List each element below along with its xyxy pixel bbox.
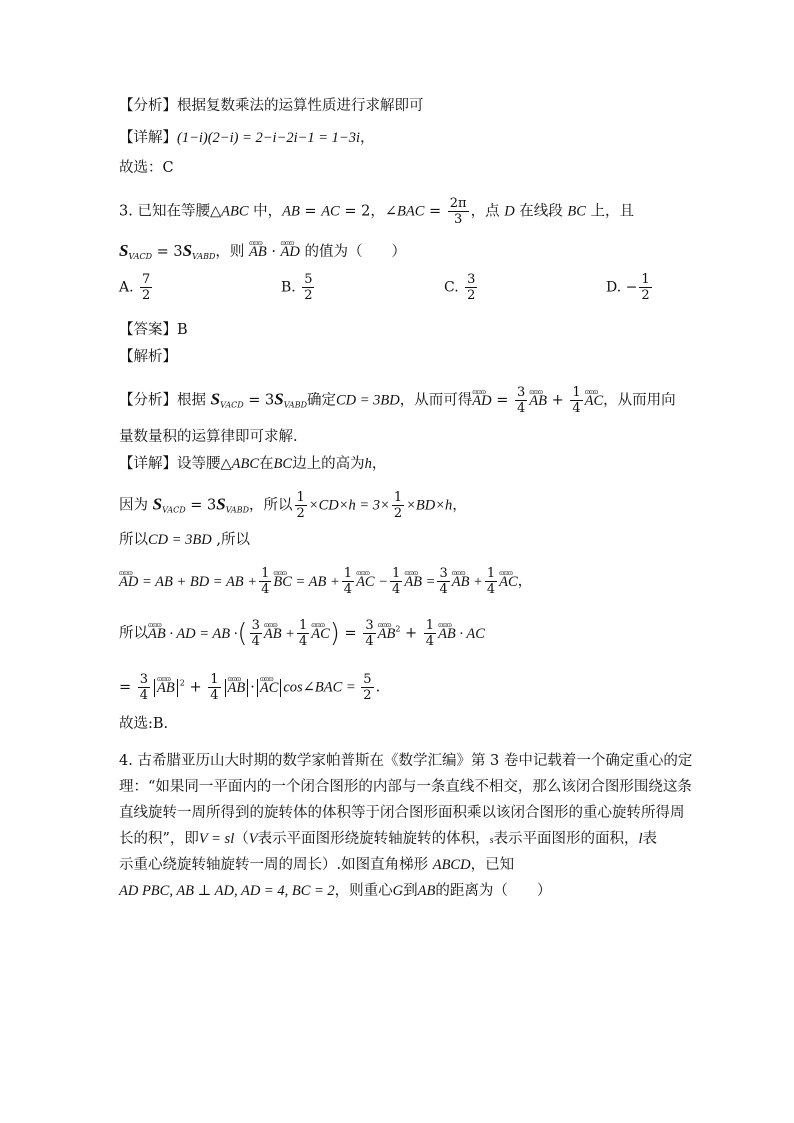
q4-text-3: 直线旋转一周所得到的旋转体的体积等于闭合图形面积乘以该闭合图形的重心旋转所得周 bbox=[119, 805, 685, 821]
fraction-1-2 bbox=[295, 490, 307, 521]
v: V bbox=[248, 831, 258, 847]
frac-num: 1 bbox=[343, 566, 353, 581]
q4-conditions: AD PBC, AB ⊥ AD, AD = 4, BC = 2 bbox=[119, 883, 335, 899]
area-s2: S bbox=[274, 389, 284, 409]
dot: · bbox=[250, 679, 255, 696]
q3-text-l: 在线段 bbox=[514, 203, 568, 220]
frac-den: 4 bbox=[298, 634, 308, 649]
triangle-abc: △ABC bbox=[220, 456, 260, 472]
area-s2: S bbox=[182, 241, 193, 260]
frac-den: 2 bbox=[393, 506, 403, 521]
frac-num: 7 bbox=[142, 272, 151, 287]
fraction-1-4 bbox=[259, 566, 271, 597]
abs-bar bbox=[154, 679, 155, 697]
fraction-1-2 bbox=[392, 490, 404, 521]
question-4-line-3 bbox=[119, 802, 685, 824]
s: s bbox=[489, 835, 494, 846]
comma: ， bbox=[452, 497, 467, 514]
frac-num: 1 bbox=[210, 672, 219, 687]
frac-num: 3 bbox=[467, 272, 476, 287]
eq: = bbox=[491, 392, 513, 409]
comma: ， bbox=[371, 456, 387, 472]
area-s: S bbox=[210, 389, 221, 409]
choice-c[interactable] bbox=[444, 272, 479, 303]
fx-text-b: 确定 bbox=[307, 392, 336, 409]
detail-line-3 bbox=[119, 490, 467, 522]
fx-text-c: ，从而可得 bbox=[399, 392, 473, 409]
eq2-part-c: ɷɷɷ AB + bbox=[264, 623, 295, 645]
vector-ab: ɷɷɷ AB bbox=[378, 623, 396, 645]
xj-text-a: 【详解】设等腰 bbox=[119, 456, 221, 472]
abcd: ABCD bbox=[432, 857, 471, 873]
l: l bbox=[638, 831, 643, 847]
cd-eq-3bd: CD = 3BD bbox=[148, 532, 212, 548]
frac-den: 2 bbox=[467, 288, 476, 303]
frac-num: 1 bbox=[425, 618, 435, 633]
minus-sign: − bbox=[625, 279, 638, 296]
q3-ac: AC bbox=[321, 203, 340, 220]
choose-text: 故选：C bbox=[119, 160, 174, 176]
frac-den: 4 bbox=[139, 688, 149, 703]
abs-bar bbox=[280, 679, 281, 697]
q3-d: D bbox=[504, 203, 515, 220]
frac-num: 5 bbox=[304, 272, 313, 287]
frac-den: 4 bbox=[251, 634, 260, 649]
fx-text-d: ，从而用向 bbox=[603, 392, 676, 409]
frac-num: 1 bbox=[486, 566, 496, 581]
question-4-line-5 bbox=[119, 854, 514, 876]
question-3-line-2 bbox=[119, 240, 406, 268]
q3-abc: ABC bbox=[221, 203, 249, 220]
plus: + bbox=[184, 679, 207, 696]
fraction-1-4 bbox=[297, 618, 309, 649]
q3-text-j: ，点 bbox=[470, 203, 505, 220]
xj-text-c: 边上的高为 bbox=[292, 456, 365, 472]
dot: · bbox=[266, 244, 281, 260]
analysis-header-text: 【解析】 bbox=[119, 349, 177, 365]
q4-text-4a: 长的积”，即 bbox=[119, 831, 199, 847]
fraction-5-2 bbox=[361, 672, 373, 703]
h: h bbox=[364, 456, 372, 472]
yw-math-c: ×CD×h = 3× bbox=[308, 497, 390, 514]
fraction-3-4 bbox=[437, 566, 449, 597]
frac-num: 2π bbox=[449, 196, 467, 211]
choice-letter: C. bbox=[444, 279, 459, 296]
frac-den: 4 bbox=[343, 582, 353, 597]
q3-text-n: 上，且 bbox=[585, 203, 635, 220]
question-4-line-6 bbox=[119, 880, 551, 902]
square: 2 bbox=[395, 624, 401, 634]
frac-num: 1 bbox=[641, 272, 650, 287]
area-sub-abd: VABD bbox=[225, 505, 249, 515]
eq1-part-b: ɷɷɷ BC = AB + bbox=[273, 571, 339, 593]
fraction-3-4 bbox=[138, 672, 150, 703]
fraction-3-4 bbox=[363, 618, 375, 649]
frac-num: 3 bbox=[516, 385, 526, 400]
frac-num: 3 bbox=[439, 566, 448, 581]
analysis-line-2 bbox=[119, 385, 676, 417]
abs-bar bbox=[257, 679, 258, 697]
frac-den: 2 bbox=[641, 288, 650, 303]
value-text: 的值为（ ） bbox=[299, 244, 406, 260]
area-s: S bbox=[152, 494, 163, 514]
fx-text-a: 【分析】根据 bbox=[119, 392, 211, 409]
eq-3: = 3 bbox=[152, 244, 183, 260]
frac-den: 4 bbox=[572, 401, 581, 416]
area-sub-abd: VABD bbox=[283, 400, 307, 410]
vector-ad: ɷɷɷ AD bbox=[281, 241, 300, 263]
question-4-line-2 bbox=[119, 776, 692, 798]
frac-num: 3 bbox=[251, 618, 260, 633]
q4-text-1: 4. 古希腊亚历山大时期的数学家帕普斯在《数学汇编》第 3 卷中记载着一个确定重心的定 bbox=[119, 753, 693, 769]
fraction-1-4 bbox=[208, 672, 220, 703]
choice-a[interactable] bbox=[119, 272, 154, 303]
abs-bar bbox=[247, 679, 248, 697]
q3-angle: = 2，∠ bbox=[339, 203, 397, 220]
left-paren: ( bbox=[237, 618, 248, 649]
period: . bbox=[375, 679, 381, 696]
question-3-line-1 bbox=[119, 196, 634, 227]
fraction-1-4 bbox=[424, 618, 436, 649]
yw-text-b: ，所以 bbox=[249, 497, 293, 514]
plus: + bbox=[546, 392, 569, 409]
area-sub-acd: VACD bbox=[220, 400, 244, 410]
frac-den: 2 bbox=[142, 288, 151, 303]
then-text: ，则 bbox=[215, 244, 249, 260]
fraction-1-4 bbox=[485, 566, 497, 597]
frac-den: 4 bbox=[261, 582, 270, 597]
eq1-part-d: ɷɷɷ AB = bbox=[404, 571, 435, 593]
area-s: S bbox=[119, 241, 129, 260]
analysis-line-3 bbox=[119, 426, 298, 448]
choice-letter: D. bbox=[606, 279, 622, 296]
q3-eq: = bbox=[299, 203, 322, 220]
frac-num: 1 bbox=[572, 385, 581, 400]
area-s2: S bbox=[216, 494, 226, 514]
area-sub-abd: VABD bbox=[192, 252, 216, 261]
frac-num: 3 bbox=[139, 672, 149, 687]
q3-eq2: = bbox=[424, 203, 446, 220]
answer-text: 【答案】B bbox=[119, 322, 188, 338]
eq: = bbox=[339, 625, 362, 642]
frac-num: 1 bbox=[298, 618, 308, 633]
frac-num: 5 bbox=[363, 672, 372, 687]
eq-3: = 3 bbox=[243, 392, 275, 409]
fraction-1-4 bbox=[390, 566, 402, 597]
frac-den: 3 bbox=[454, 212, 463, 227]
choice-letter: B. bbox=[281, 279, 296, 296]
q3-ab: AB bbox=[282, 203, 300, 220]
equation-line-2 bbox=[119, 618, 485, 649]
paren: （ bbox=[234, 831, 249, 847]
frac-num: 1 bbox=[261, 566, 270, 581]
analysis-line-1 bbox=[119, 95, 424, 117]
choice-letter: A. bbox=[119, 279, 134, 296]
detail-line-1 bbox=[119, 127, 375, 149]
frac-den: 4 bbox=[486, 582, 496, 597]
vector-ad: ɷɷɷ AD bbox=[472, 390, 491, 412]
q3-bac: BAC bbox=[396, 203, 425, 220]
comma: ， bbox=[517, 573, 533, 590]
fx2-text: 量数量积的运算律即可求解. bbox=[119, 429, 298, 445]
vector-ab: ɷɷɷ AB bbox=[529, 390, 547, 412]
choice-fraction bbox=[639, 272, 651, 303]
q4-text-4e: 表示平面图形绕旋转轴旋转的体积， bbox=[257, 831, 490, 847]
square: 2 bbox=[179, 678, 185, 688]
complex-equation: (1−i)(2−i) = 2−i−2i−1 = 1−3i bbox=[177, 130, 360, 146]
fraction-3-4 bbox=[250, 618, 262, 649]
bc: BC bbox=[273, 456, 293, 472]
frac-den: 4 bbox=[425, 634, 435, 649]
choice-b[interactable] bbox=[281, 272, 316, 303]
eq-3: = 3 bbox=[185, 497, 217, 514]
choice-fraction bbox=[140, 272, 152, 303]
choice-fraction bbox=[302, 272, 314, 303]
abs-bar bbox=[177, 679, 178, 697]
equation-line-3 bbox=[119, 672, 380, 703]
question-4-line-1 bbox=[119, 750, 692, 772]
frac-den: 4 bbox=[516, 401, 526, 416]
xj-text-b: 在 bbox=[259, 456, 274, 472]
analysis-text: 【分析】根据复数乘法的运算性质进行求解即可 bbox=[119, 98, 424, 114]
plus: + bbox=[400, 625, 422, 642]
fraction-1-4 bbox=[342, 566, 354, 597]
frac-num: 1 bbox=[393, 490, 403, 505]
choose-line-1 bbox=[119, 157, 174, 179]
q4-text-6f: 的距离为（ ） bbox=[435, 883, 552, 899]
frac-den: 2 bbox=[363, 688, 372, 703]
choose-line-2 bbox=[119, 713, 168, 735]
frac-num: 1 bbox=[296, 490, 305, 505]
right-paren: ) bbox=[329, 618, 340, 649]
frac-den: 4 bbox=[365, 634, 374, 649]
q3-text-c: 中， bbox=[248, 203, 283, 220]
area-sub-acd: VACD bbox=[162, 505, 186, 515]
frac-num: 1 bbox=[392, 566, 401, 581]
frac-den: 2 bbox=[304, 288, 313, 303]
q4-text-6d: 到 bbox=[403, 883, 418, 899]
eq3-text-a: = bbox=[119, 679, 136, 696]
eq2-text-a: 所以 bbox=[119, 625, 148, 642]
choice-d[interactable] bbox=[606, 272, 654, 303]
yw-math-d: ×BD×h bbox=[406, 497, 453, 514]
comma: ， bbox=[360, 130, 375, 146]
frac-den: 4 bbox=[392, 582, 401, 597]
q3-text-a: 3. 已知在等腰△ bbox=[119, 203, 222, 220]
detail-label: 【详解】 bbox=[119, 130, 177, 146]
vector-ab: ɷɷɷ AB bbox=[249, 241, 267, 263]
eq2-part-h: ɷɷɷ AB · AC bbox=[438, 623, 485, 645]
question-4-line-4 bbox=[119, 828, 657, 852]
q4-text-5a: 示重心绕旋转轴旋转一周的周长）.如图直角梯形 bbox=[119, 857, 433, 873]
q4-text-2: 理：“如果同一平面内的一个闭合图形的内部与一条直线不相交，那么该闭合图形围绕这条 bbox=[119, 779, 692, 795]
fraction-2pi-3 bbox=[448, 196, 469, 227]
choice-fraction bbox=[465, 272, 477, 303]
analysis-header bbox=[119, 346, 177, 368]
cd-eq-3bd: CD = 3BD bbox=[336, 392, 400, 409]
fraction-3-4 bbox=[515, 385, 527, 416]
sy-text-a: 所以 bbox=[119, 532, 148, 548]
eq1-part-a: ɷɷɷ AD = AB + BD = AB + bbox=[119, 571, 257, 593]
equation-line-1 bbox=[119, 566, 532, 597]
v-eq-sl: V = sl bbox=[198, 831, 235, 847]
q3-bc: BC bbox=[567, 203, 586, 220]
vector-ab: ɷɷɷ AB bbox=[228, 677, 246, 699]
choose-b-text: 故选:B. bbox=[119, 716, 169, 732]
g: G bbox=[392, 883, 404, 899]
answer-line bbox=[119, 319, 188, 341]
fraction-1-4 bbox=[570, 385, 582, 416]
frac-num: 3 bbox=[365, 618, 374, 633]
eq1-part-c: ɷɷɷ AC − bbox=[356, 571, 388, 593]
q4-text-6b: ，则重心 bbox=[334, 883, 393, 899]
vector-ac: ɷɷɷ AC bbox=[585, 390, 604, 412]
vector-ac: ɷɷɷ AC bbox=[260, 677, 279, 699]
eq1-part-e: ɷɷɷ AB + bbox=[452, 571, 483, 593]
q4-text-4g: 表示平面图形的面积， bbox=[493, 831, 639, 847]
vector-ab: ɷɷɷ AB bbox=[157, 677, 175, 699]
detail-line-4 bbox=[119, 529, 250, 551]
cos-bac: cos∠BAC = bbox=[283, 679, 360, 696]
frac-den: 4 bbox=[210, 688, 219, 703]
frac-den: 4 bbox=[439, 582, 448, 597]
area-sub-acd: VACD bbox=[128, 252, 153, 261]
ab: AB bbox=[417, 883, 436, 899]
sy-text-c: ,所以 bbox=[211, 532, 250, 548]
eq2-part-d: ɷɷɷ AC bbox=[311, 623, 330, 645]
yw-text-a: 因为 bbox=[119, 497, 153, 514]
frac-den: 2 bbox=[296, 506, 305, 521]
eq1-part-f: ɷɷɷ AC bbox=[499, 571, 518, 593]
abs-bar bbox=[225, 679, 226, 697]
detail-line-2 bbox=[119, 453, 386, 475]
q4-text-5c: ，已知 bbox=[470, 857, 515, 873]
q4-text-4i: 表 bbox=[642, 831, 658, 847]
eq2-part-b: ɷɷɷ AB · AD = AB · bbox=[148, 623, 237, 645]
